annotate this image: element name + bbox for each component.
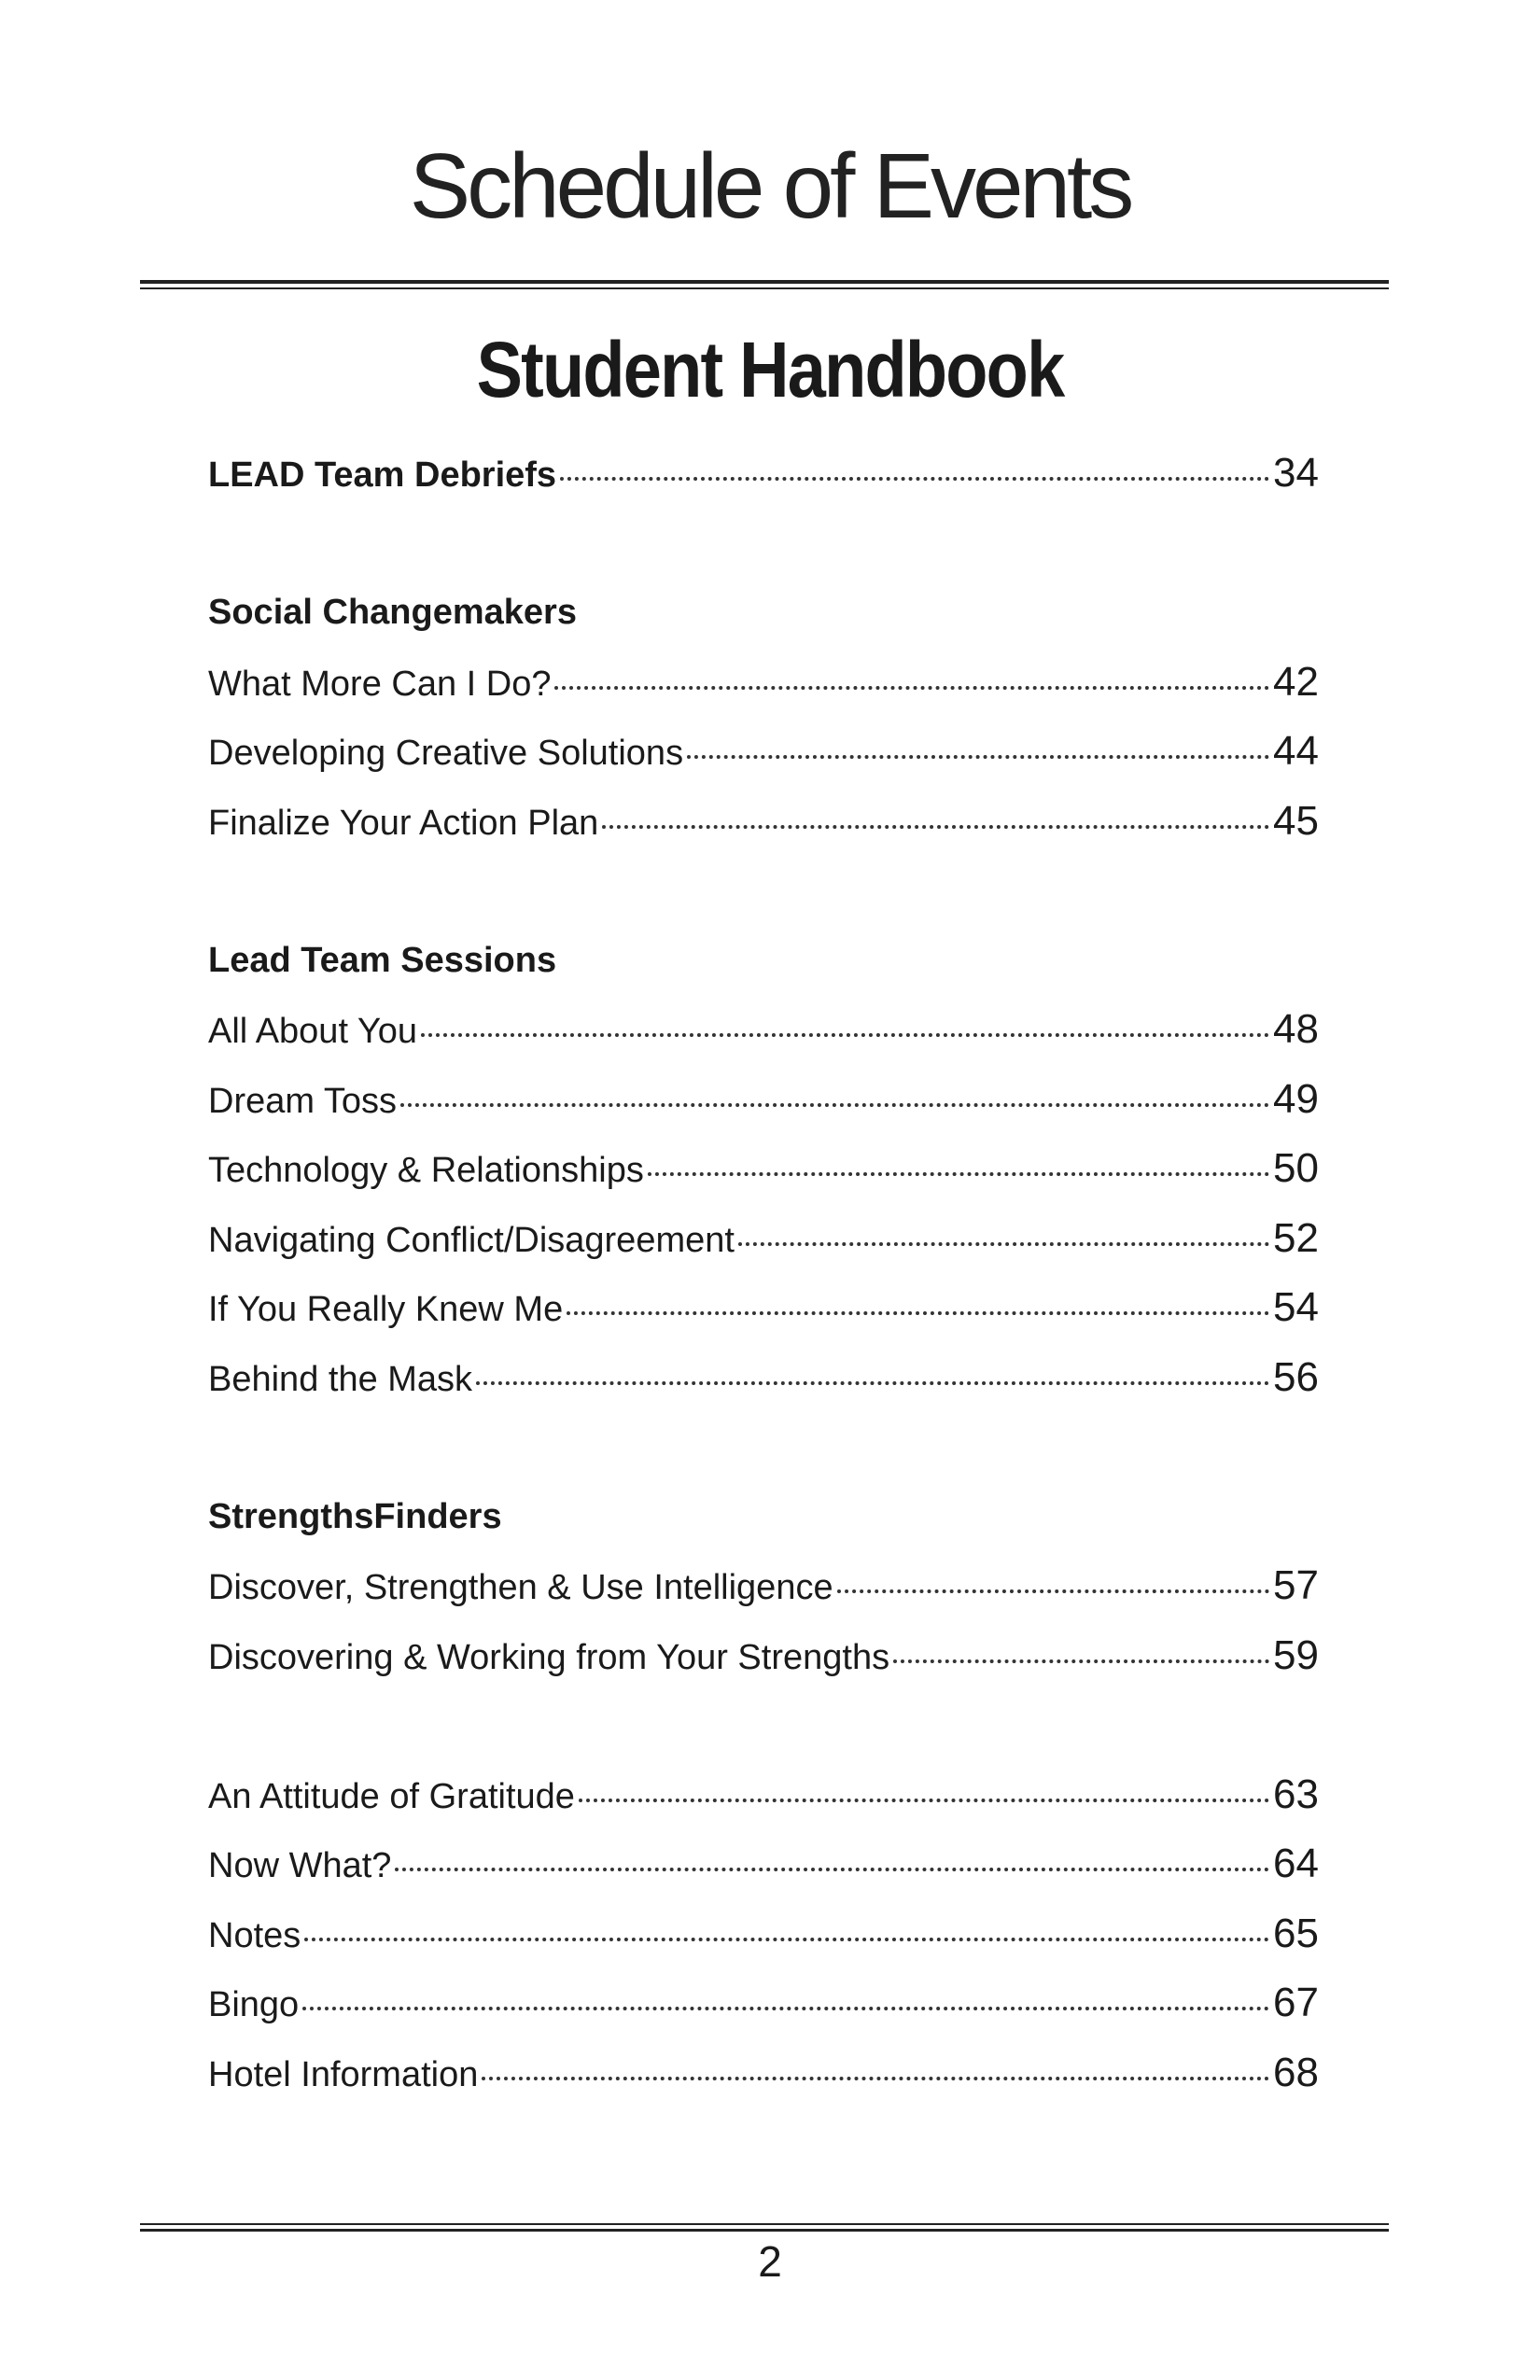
toc-entry-label: Finalize Your Action Plan — [208, 803, 599, 843]
toc-entry-label: What More Can I Do? — [208, 664, 552, 704]
page-header-title: Schedule of Events — [409, 134, 1131, 237]
section-heading-social-changemakers: Social Changemakers — [208, 593, 577, 632]
toc-entry-page: 65 — [1273, 1910, 1319, 1956]
toc-entry[interactable] — [208, 1065, 1319, 1135]
toc-entry[interactable] — [208, 1273, 1319, 1343]
toc-entry[interactable] — [208, 1968, 1319, 2038]
toc-entry-page: 52 — [1273, 1214, 1319, 1261]
toc-entry-label: If You Really Knew Me — [208, 1290, 564, 1329]
dot-leader — [567, 1311, 1269, 1315]
toc-entry-label: Technology & Relationships — [208, 1151, 644, 1190]
toc-entry-page: 50 — [1273, 1145, 1319, 1191]
dot-leader — [579, 1799, 1269, 1802]
toc-entry-label: Dream Toss — [208, 1081, 398, 1121]
toc-entry-page: 45 — [1273, 797, 1319, 844]
page-number: 2 — [758, 2237, 782, 2286]
toc-entry[interactable] — [208, 1551, 1319, 1621]
toc-entry[interactable] — [208, 717, 1319, 787]
toc-entry-page: 34 — [1273, 450, 1319, 496]
toc-entry[interactable] — [208, 648, 1319, 718]
toc-entry-label: Behind the Mask — [208, 1359, 473, 1399]
dot-leader — [304, 1938, 1269, 1941]
footer-divider-thin — [140, 2223, 1389, 2225]
toc-entry-lead-team-debriefs[interactable] — [208, 439, 1319, 509]
dot-leader — [893, 1659, 1269, 1663]
toc-entry-label: Bingo — [208, 1985, 300, 2024]
section-gap — [208, 1690, 1319, 1760]
toc-entry[interactable] — [208, 1204, 1319, 1274]
toc-entry[interactable] — [208, 1621, 1319, 1691]
toc-entry[interactable] — [208, 787, 1319, 857]
toc-entry-page: 54 — [1273, 1284, 1319, 1330]
dot-leader — [837, 1589, 1269, 1593]
table-of-contents — [208, 439, 1319, 2107]
toc-entry-page: 64 — [1273, 1841, 1319, 1886]
toc-entry[interactable] — [208, 1899, 1319, 1969]
toc-entry-label: LEAD Team Debriefs — [208, 455, 557, 495]
section-gap — [208, 856, 1319, 926]
toc-entry-label: Discover, Strengthen & Use Intelligence — [208, 1568, 833, 1607]
toc-entry[interactable] — [208, 995, 1319, 1065]
toc-entry-label: Notes — [208, 1915, 301, 1955]
toc-entry-page: 67 — [1273, 1980, 1319, 2025]
dot-leader — [400, 1103, 1269, 1107]
toc-entry-label: Developing Creative Solutions — [208, 734, 684, 773]
dot-leader — [395, 1868, 1269, 1871]
page-title: Student Handbook — [476, 326, 1064, 413]
section-gap — [208, 1412, 1319, 1482]
dot-leader — [648, 1172, 1269, 1176]
dot-leader — [554, 686, 1269, 690]
dot-leader — [476, 1381, 1269, 1385]
toc-entry-page: 68 — [1273, 2049, 1319, 2095]
toc-entry-page: 57 — [1273, 1562, 1319, 1608]
section-heading-strengthsfinders: StrengthsFinders — [208, 1496, 502, 1536]
footer-divider — [140, 2229, 1389, 2232]
section-heading-lead-team-sessions: Lead Team Sessions — [208, 940, 557, 980]
toc-entry-label: Discovering & Working from Your Strengths — [208, 1637, 890, 1677]
dot-leader — [302, 2007, 1269, 2010]
toc-entry-label: An Attitude of Gratitude — [208, 1776, 575, 1816]
toc-entry-page: 48 — [1273, 1006, 1319, 1052]
header-divider-thin — [140, 287, 1389, 289]
dot-leader — [421, 1033, 1269, 1037]
header-divider — [140, 280, 1389, 284]
toc-entry-page: 42 — [1273, 658, 1319, 705]
dot-leader — [482, 2077, 1269, 2080]
toc-entry-label: Navigating Conflict/Disagreement — [208, 1220, 735, 1260]
toc-entry-label: Now What? — [208, 1846, 392, 1885]
toc-entry[interactable] — [208, 1343, 1319, 1413]
toc-entry-page: 63 — [1273, 1771, 1319, 1817]
toc-entry[interactable] — [208, 2038, 1319, 2108]
dot-leader — [602, 825, 1269, 829]
dot-leader — [687, 755, 1269, 759]
dot-leader — [560, 477, 1269, 481]
section-gap — [208, 509, 1319, 579]
toc-entry[interactable] — [208, 1829, 1319, 1899]
toc-entry[interactable] — [208, 1134, 1319, 1204]
toc-entry-page: 44 — [1273, 728, 1319, 774]
toc-entry-page: 56 — [1273, 1353, 1319, 1400]
toc-entry-page: 59 — [1273, 1631, 1319, 1678]
dot-leader — [738, 1242, 1269, 1246]
toc-entry-page: 49 — [1273, 1075, 1319, 1122]
toc-entry[interactable] — [208, 1760, 1319, 1830]
toc-entry-label: All About You — [208, 1012, 417, 1051]
toc-entry-label: Hotel Information — [208, 2054, 479, 2094]
